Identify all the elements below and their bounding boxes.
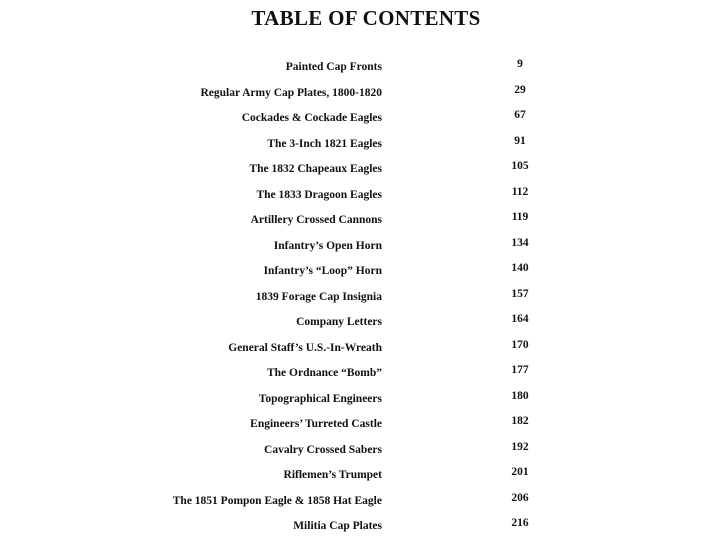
entry-page-number: 170 <box>511 338 529 351</box>
entry-title: The Ordnance “Bomb” <box>266 367 382 379</box>
entry-page-number: 134 <box>511 236 529 249</box>
entry-page-number: 216 <box>511 517 529 529</box>
entry-title: The 3-Inch 1821 Eagles <box>267 137 382 150</box>
entry-page-number: 206 <box>511 491 529 504</box>
page-title: TABLE OF CONTENTS <box>251 6 481 30</box>
toc-entry <box>0 209 720 231</box>
toc-entry <box>0 413 720 435</box>
toc-entry <box>0 56 720 78</box>
toc-entry <box>0 515 720 537</box>
toc-entry <box>0 439 720 461</box>
entry-title: The 1833 Dragoon Eagles <box>256 188 382 201</box>
entry-title: Artillery Crossed Cannons <box>250 214 382 226</box>
entry-page-number: 192 <box>511 440 529 453</box>
entry-title: Regular Army Cap Plates, 1800-1820 <box>200 86 382 99</box>
toc-entry <box>0 311 720 333</box>
entry-page-number: 105 <box>511 160 529 172</box>
entry-page-number: 67 <box>514 109 526 121</box>
entry-page-number: 29 <box>514 83 526 96</box>
entry-page-number: 182 <box>511 415 529 427</box>
entry-title: Painted Cap Fronts <box>285 61 382 73</box>
toc-entry <box>0 337 720 359</box>
entry-page-number: 164 <box>511 313 529 325</box>
entry-page-number: 180 <box>511 389 529 402</box>
entry-title: Cavalry Crossed Sabers <box>264 443 382 456</box>
entry-title: General Staff’s U.S.-In-Wreath <box>228 341 382 354</box>
entry-title: 1839 Forage Cap Insignia <box>255 290 382 303</box>
toc-entry <box>0 388 720 410</box>
entry-page-number: 157 <box>511 287 529 300</box>
entry-page-number: 112 <box>511 185 529 198</box>
entry-title: Cockades & Cockade Eagles <box>241 112 382 124</box>
toc-entry <box>0 184 720 206</box>
toc-entry <box>0 82 720 104</box>
entry-title: Infantry’s Open Horn <box>273 239 382 252</box>
toc-entry <box>0 133 720 155</box>
entry-title: Engineers’ Turreted Castle <box>250 418 382 430</box>
entry-page-number: 119 <box>511 211 529 223</box>
entry-title: Company Letters <box>296 316 382 328</box>
toc-entry <box>0 362 720 384</box>
toc-entry <box>0 490 720 512</box>
entry-title: Militia Cap Plates <box>293 520 382 532</box>
entry-title: Infantry’s “Loop” Horn <box>263 265 382 277</box>
entry-title: The 1851 Pompon Eagle & 1858 Hat Eagle <box>172 494 382 507</box>
toc-entry <box>0 464 720 486</box>
entry-page-number: 201 <box>511 466 529 478</box>
toc-entry <box>0 286 720 308</box>
entry-title: Riflemen’s Trumpet <box>283 469 382 481</box>
entry-title: The 1832 Chapeaux Eagles <box>249 163 382 175</box>
entry-page-number: 177 <box>511 364 529 376</box>
toc-entry <box>0 158 720 180</box>
entry-page-number: 91 <box>514 134 526 147</box>
toc-entry <box>0 107 720 129</box>
entry-page-number: 140 <box>511 262 529 274</box>
entry-page-number: 9 <box>517 58 523 70</box>
entry-title: Topographical Engineers <box>258 392 382 405</box>
toc-entry <box>0 260 720 282</box>
toc-entry <box>0 235 720 257</box>
